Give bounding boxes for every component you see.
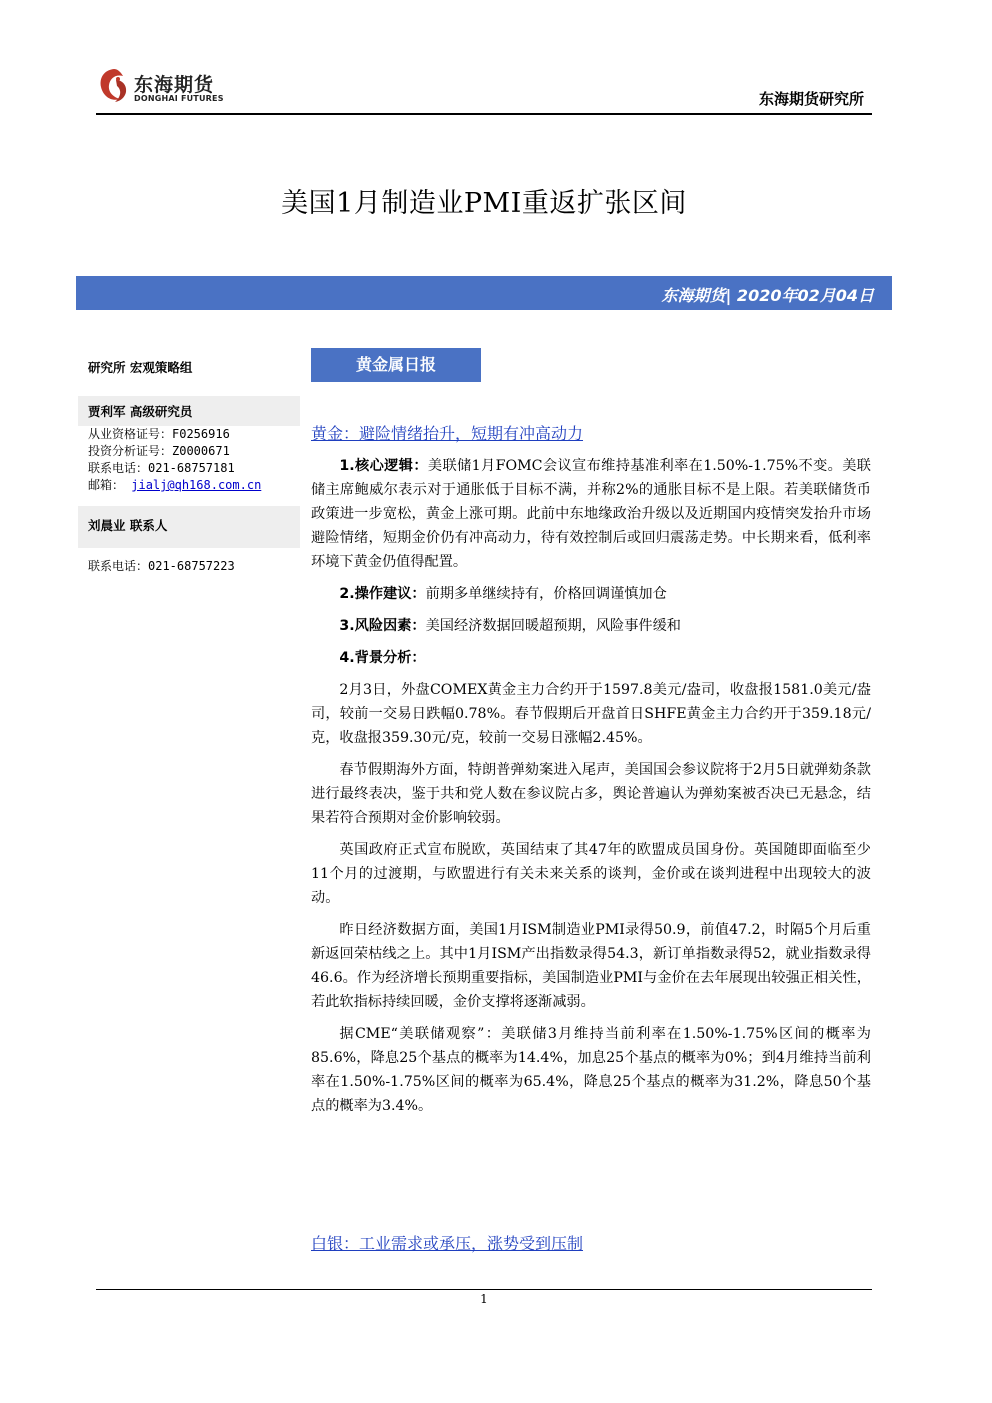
email-label: 邮箱： <box>88 478 125 492</box>
date-banner <box>76 276 892 310</box>
analyst-qualification: 从业资格证号：F0256916 <box>88 427 230 441</box>
gold-heading[interactable]: 黄金：避险情绪抬升，短期有冲高动力 <box>311 424 584 443</box>
contact-phone: 联系电话：021-68757223 <box>88 559 235 573</box>
company-logo <box>96 66 236 110</box>
footer-divider <box>96 1289 872 1290</box>
core-logic-label: 1.核心逻辑： <box>339 458 428 474</box>
gold-section <box>311 422 871 1126</box>
background-paragraph-5: 据CME“美联储观察”：美联储3月维持当前利率在1.50%-1.75%区间的概率为85.6%，降息25个基点的概率为14.4%，加息25个基点的概率为0%；到4月维持当前利率在1.50%-1.75%区间的概率为65.4%，降息25个基点的概率为31.2%，降息50个基点的概率为3.4%。 <box>311 1026 871 1114</box>
operation-advice-label: 2.操作建议： <box>339 586 426 602</box>
dragon-logo-icon <box>96 66 132 106</box>
risk-factor-label: 3.风险因素： <box>339 618 426 634</box>
page-number: 1 <box>480 1292 488 1306</box>
risk-factor-text: 美国经济数据回暖超预期，风险事件缓和 <box>425 618 681 634</box>
sidebar-department: 研究所 宏观策略组 <box>88 360 193 375</box>
header-divider <box>96 113 872 115</box>
author-sidebar <box>78 352 300 575</box>
analyst-investment-cert: 投资分析证号：Z0000671 <box>88 444 230 458</box>
section-tab-precious-metals: 黄金属日报 <box>311 348 481 382</box>
analyst-phone: 联系电话：021-68757181 <box>88 461 235 475</box>
background-paragraph-2: 春节假期海外方面，特朗普弹劾案进入尾声，美国国会参议院将于2月5日就弹劾条款进行最终表决，鉴于共和党人数在参议院占多，舆论普遍认为弹劾案被否决已无悬念，结果若符合预期对金价影响较弱。 <box>311 762 871 826</box>
background-paragraph-3: 英国政府正式宣布脱欧，英国结束了其47年的欧盟成员国身份。英国随即面临至少11个月的过渡期，与欧盟进行有关未来关系的谈判，金价或在谈判进程中出现较大的波动。 <box>311 842 871 906</box>
background-paragraph-1: 2月3日，外盘COMEX黄金主力合约开于1597.8美元/盎司，收盘报1581.0美元/盎司，较前一交易日跌幅0.78%。春节假期后开盘首日SHFE黄金主力合约开于359.18元/克，收盘报359.30元/克，较前一交易日涨幅2.45%。 <box>311 682 871 746</box>
background-label-paragraph <box>311 646 871 670</box>
background-paragraph-4: 昨日经济数据方面，美国1月ISM制造业PMI录得50.9，前值47.2，时隔5个月后重新返回荣枯线之上。其中1月ISM产出指数录得54.3，新订单指数录得52，就业指数录得46.6。作为经济增长预期重要指标，美国制造业PMI与金价在去年展现出较强正相关性，若此软指标持续回暖，金价支撑将逐渐减弱。 <box>311 922 871 1010</box>
background-label: 4.背景分析： <box>339 650 426 666</box>
report-title: 美国1月制造业PMI重返扩张区间 <box>281 188 687 219</box>
logo-english-name: DONGHAI FUTURES <box>134 94 224 103</box>
core-logic-text: 美联储1月FOMC会议宣布维持基准利率在1.50%-1.75%不变。美联储主席鲍威尔表示对于通胀低于目标不满，并称2%的通胀目标不是上限。若美联储货币政策进一步宽松，黄金上涨可期。此前中东地缘政治升级以及近期国内疫情突发抬升市场避险情绪，短期金价仍有冲高动力，待有效控制后或回归震荡走势。中长期来看，低利率环境下黄金仍值得配置。 <box>311 458 871 570</box>
header-organization: 东海期货研究所 <box>758 90 864 108</box>
silver-heading[interactable]: 白银：工业需求或承压，涨势受到压制 <box>311 1234 584 1253</box>
sidebar-analyst-name: 贾利军 高级研究员 <box>78 396 300 426</box>
core-logic-paragraph <box>311 454 871 574</box>
operation-advice-paragraph <box>311 582 871 606</box>
analyst-email-link[interactable]: jialj@qh168.com.cn <box>131 478 262 492</box>
report-date: 东海期货| 2020年02月04日 <box>661 286 874 305</box>
analyst-email-row <box>78 477 300 494</box>
logo-chinese-name: 东海期货 <box>134 74 215 96</box>
silver-section <box>311 1232 871 1256</box>
sidebar-contact-name: 刘晨业 联系人 <box>78 506 300 548</box>
operation-advice-text: 前期多单继续持有，价格回调谨慎加仓 <box>425 586 667 602</box>
risk-factor-paragraph <box>311 614 871 638</box>
